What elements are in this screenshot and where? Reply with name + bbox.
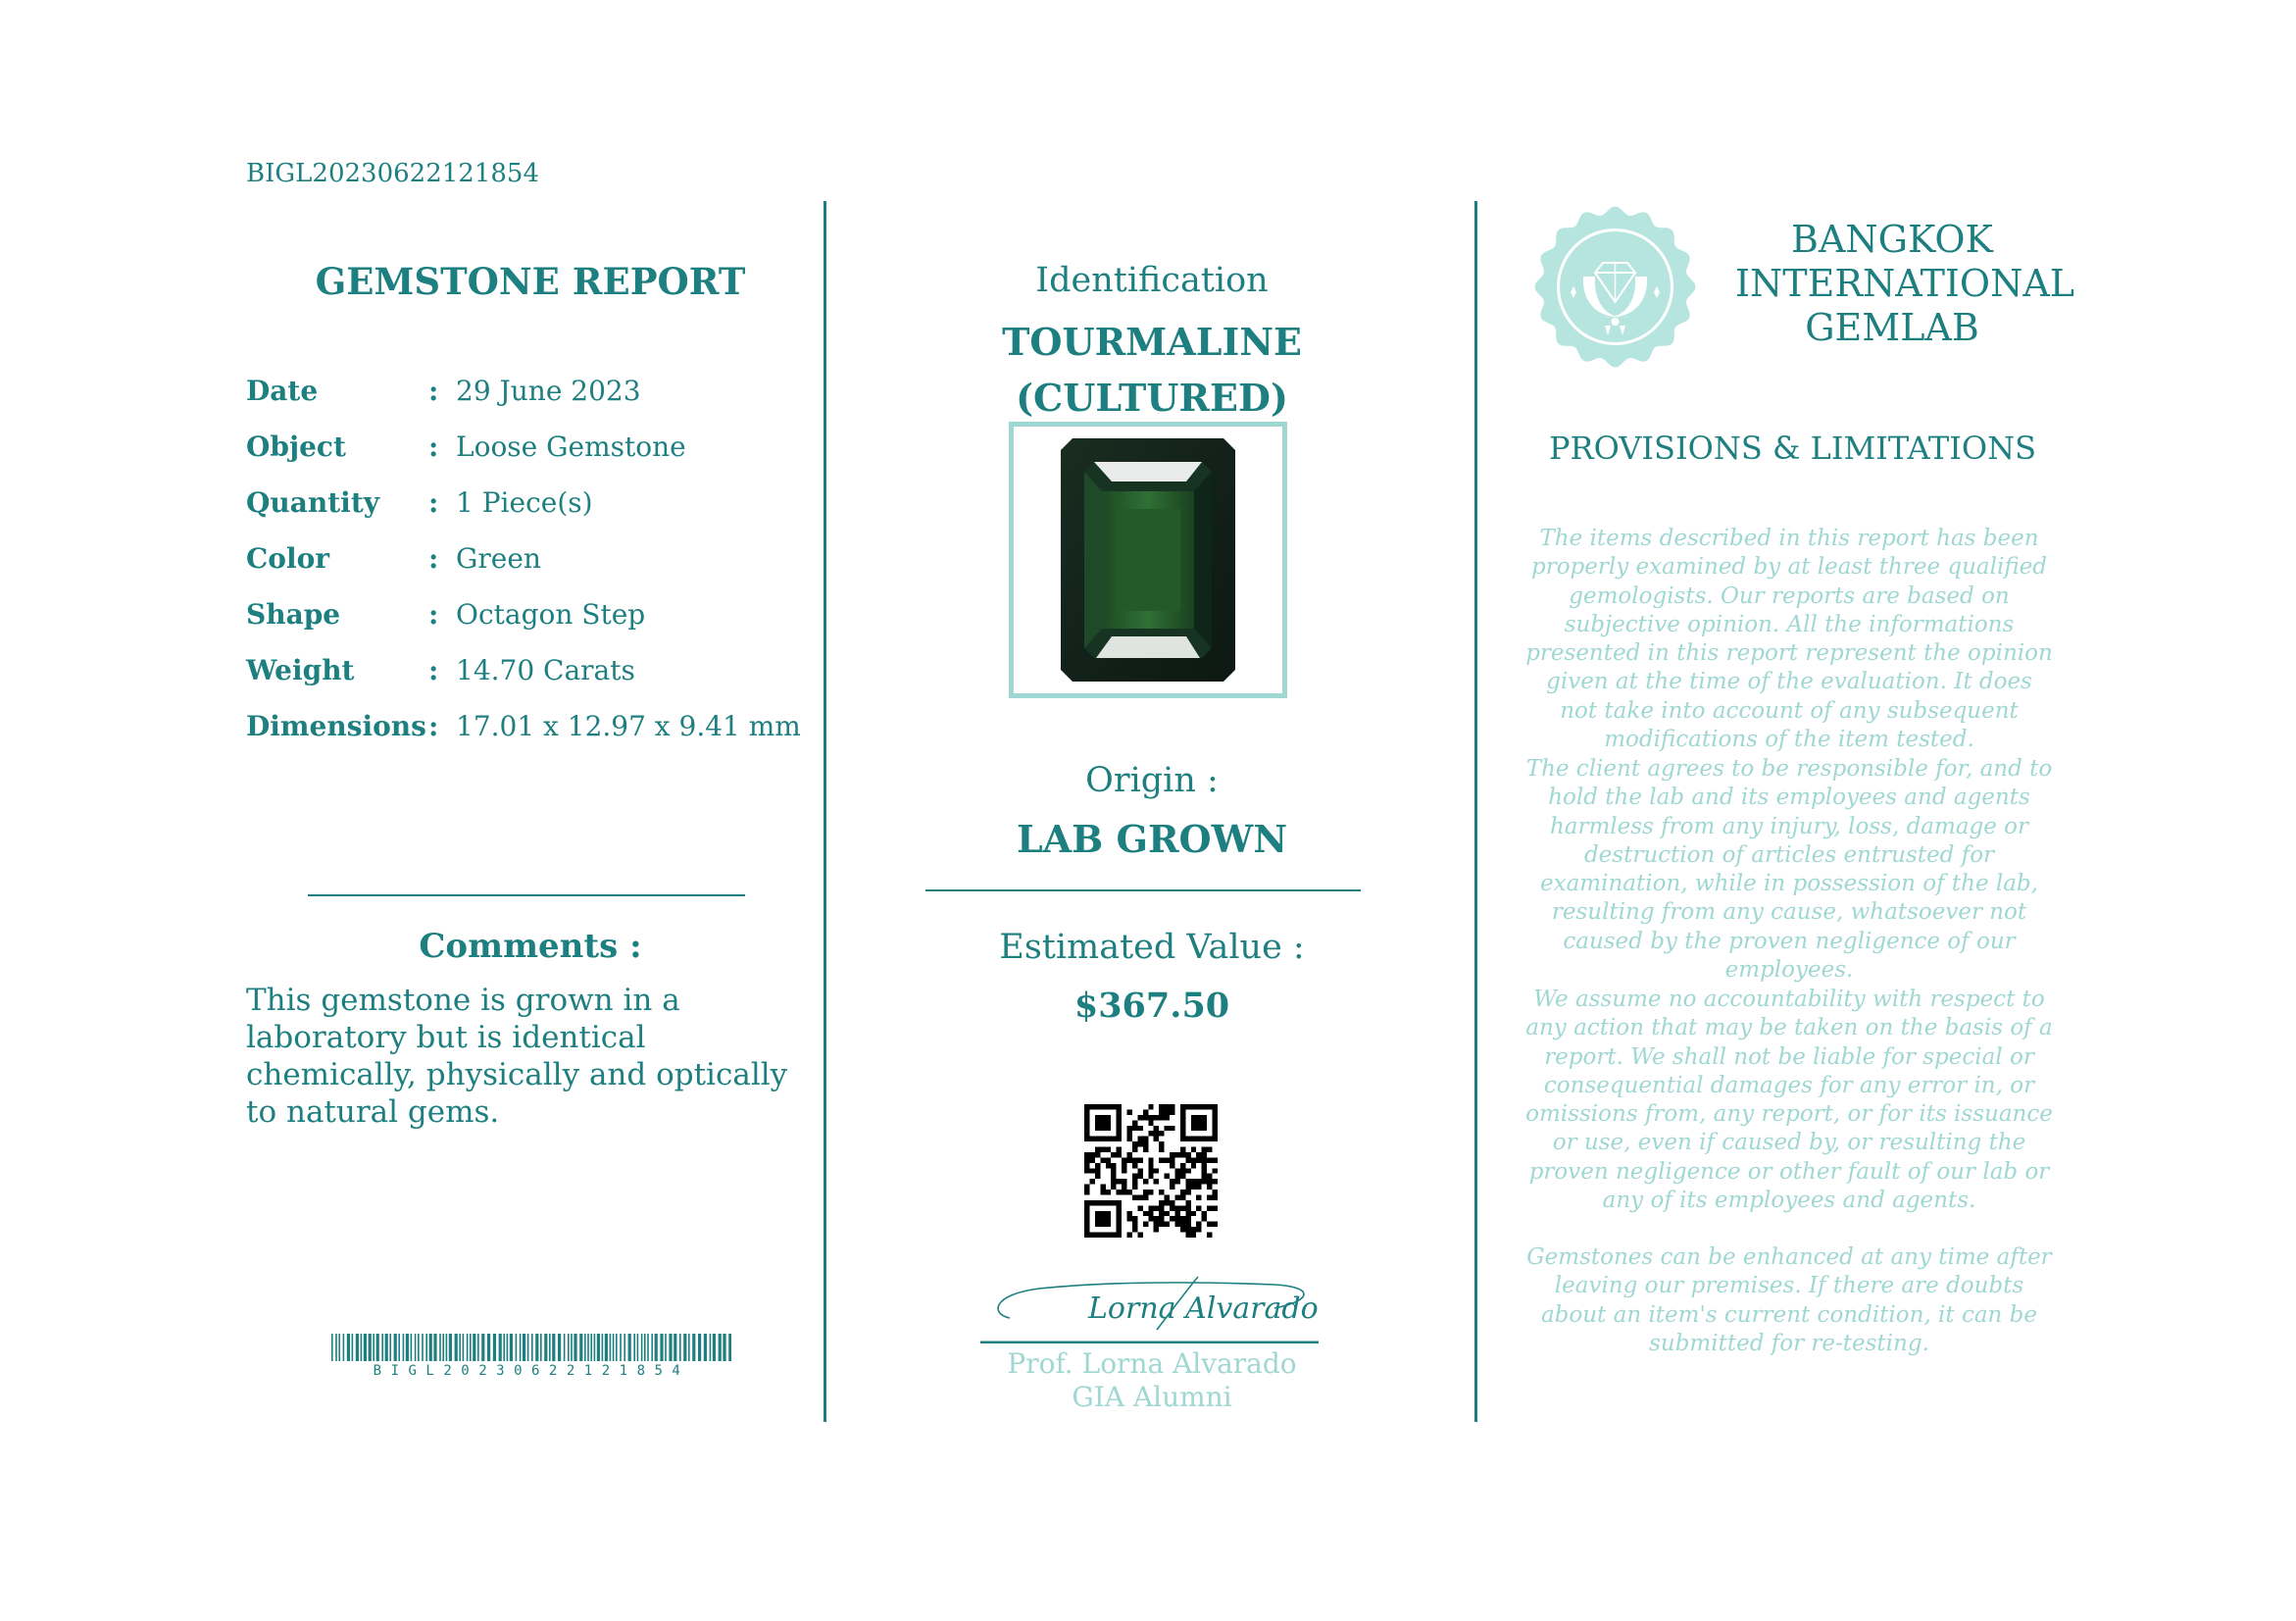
comments-divider [308,894,745,896]
property-value: Octagon Step [456,598,646,631]
property-label: Dimensions [246,710,426,742]
property-value: Loose Gemstone [456,431,686,463]
identification-value [828,314,1475,426]
gem-seal-icon [1534,206,1696,368]
identification-label: Identification [1035,261,1269,300]
property-value: Green [456,542,541,575]
property-separator: : [428,431,439,463]
estimated-value-label: Estimated Value : [999,928,1305,967]
origin-label: Origin : [1085,761,1219,800]
property-separator: : [428,542,439,575]
barcode-text: BIGL20230622121854 [373,1363,690,1379]
property-label: Shape [246,598,341,631]
column-divider-left [824,201,826,1422]
property-separator: : [428,598,439,631]
property-value: 17.01 x 12.97 x 9.41 mm [456,710,801,742]
lab-name [1735,218,2075,350]
lab-name-line2: INTERNATIONAL [1735,262,2075,305]
barcode-icon [331,1334,731,1361]
lab-name-line1: BANGKOK [1791,218,1993,261]
provisions-paragraph: The client agrees to be responsible for, and to hold the lab and its employees and agents harmless from any injury, loss, damage or destruction of articles entrusted for examination, while in possession of the lab, resulting from any cause, whatsoever not caused by the proven negligence of our employees. [1525,756,2053,984]
property-value: 1 Piece(s) [456,486,593,519]
gemstone-photo-frame [1009,422,1287,698]
provisions-paragraph: The items described in this report has been properly examined by at least three qualified gemologists. Our reports are based on subjective opinion. All the informations presented in this report represent the opinion given at the time of the evaluation. It does not take into account of any subsequent modifications of the item tested. [1525,526,2053,753]
provisions-paragraph: We assume no accountability with respect to any action that may be taken on the basis of a report. We shall not be liable for special or consequential damages for any error in, or omissions from, any report, or for its issuance or use, even if caused by, or resulting the proven negligence or other fault of our lab or any of its employees and agents. [1525,987,2053,1214]
value-divider [925,889,1361,891]
signature-image [980,1275,1319,1343]
property-separator: : [428,710,439,742]
property-label: Object [246,431,346,463]
identification-line2: (CULTURED) [1016,376,1288,420]
provisions-paragraph: Gemstones can be enhanced at any time after leaving our premises. If there are doubts about an item's current condition, it can be submitted for re-testing. [1526,1244,2052,1356]
property-label: Weight [246,654,355,686]
property-label: Date [246,375,319,407]
origin-value: LAB GROWN [1016,817,1288,861]
signature-script: Lorna Alvarado [1088,1292,1319,1326]
report-id: BIGL20230622121854 [246,159,539,188]
property-separator: : [428,375,439,407]
property-label: Quantity [246,486,380,519]
gemstone-image [1014,427,1282,693]
comments-text: This gemstone is grown in a laboratory but is identical chemically, physically and optically to natural gems. [246,983,788,1130]
estimated-value: $367.50 [1073,986,1230,1026]
qr-code-icon [1084,1104,1218,1238]
property-separator: : [428,486,439,519]
property-separator: : [428,654,439,686]
lab-name-line3: GEMLAB [1805,306,1979,349]
property-value: 29 June 2023 [456,375,641,407]
signatory-title: GIA Alumni [1072,1381,1232,1413]
property-label: Color [246,542,330,575]
provisions-heading: PROVISIONS & LIMITATIONS [1549,430,2036,467]
signatory-name: Prof. Lorna Alvarado [1007,1347,1297,1380]
identification-line1: TOURMALINE [1002,320,1302,364]
property-value: 14.70 Carats [456,654,635,686]
report-title: GEMSTONE REPORT [315,260,746,303]
comments-heading: Comments : [419,927,642,966]
